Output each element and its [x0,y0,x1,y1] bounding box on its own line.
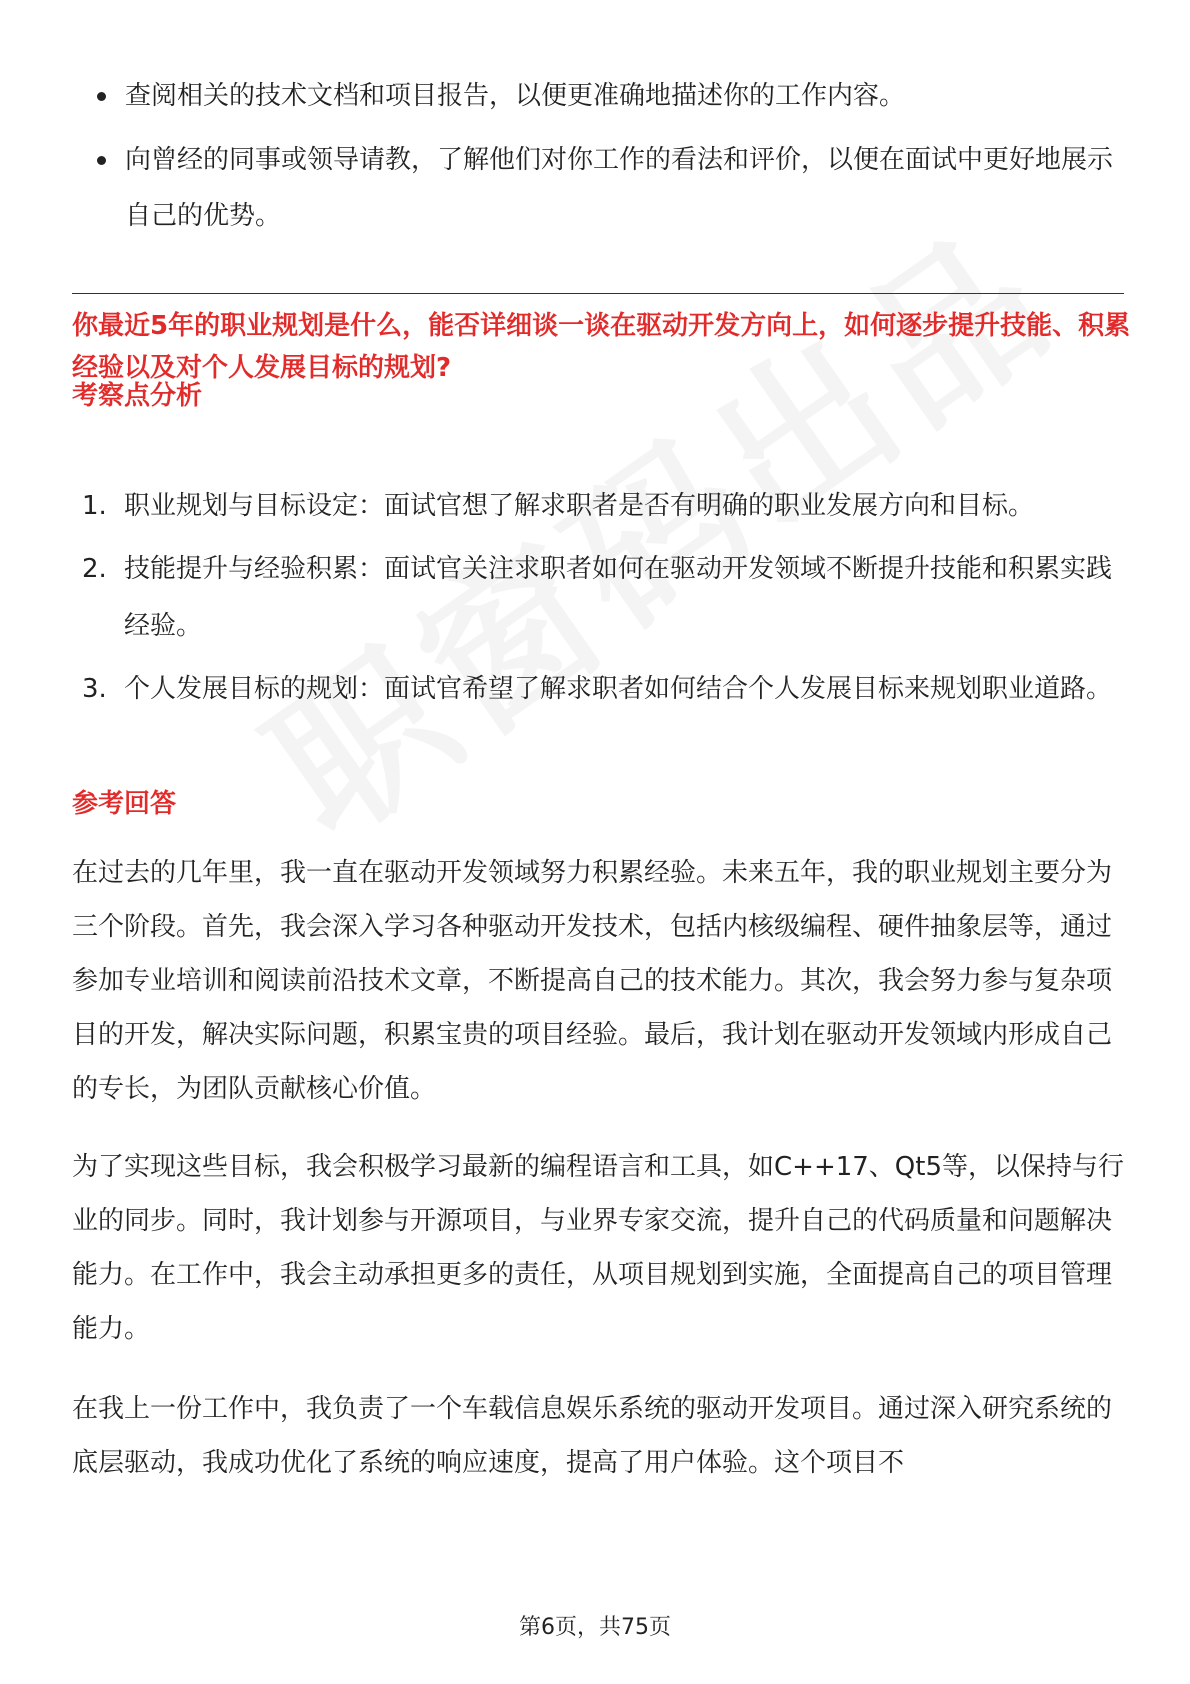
list-text: 职业规划与目标设定：面试官想了解求职者是否有明确的职业发展方向和目标。 [124,491,1035,521]
answer-heading: 参考回答 [72,789,177,819]
page-number: 第6页，共75页 [519,1615,671,1640]
list-item: 查阅相关的技术文档和项目报告，以便更准确地描述你的工作内容。 [95,68,1125,124]
tips-list [95,68,1125,252]
list-text: 技能提升与经验积累：面试官关注求职者如何在驱动开发领域不断提升技能和积累实践经验。 [124,554,1113,641]
list-item [82,541,1132,655]
list-number: 2. [82,554,107,584]
list-item [82,661,1132,718]
list-number: 1. [82,491,107,521]
list-item [82,478,1132,535]
question-title: 你最近5年的职业规划是什么，能否详细谈一谈在驱动开发方向上，如何逐步提升技能、积累经验以及对个人发展目标的规划? [72,311,1131,383]
list-item: 向曾经的同事或领导请教，了解他们对你工作的看法和评价，以便在面试中更好地展示自己的优势。 [95,132,1125,244]
list-number: 3. [82,674,107,704]
answer-paragraph: 为了实现这些目标，我会积极学习最新的编程语言和工具，如C++17、Qt5等，以保持与行业的同步。同时，我计划参与开源项目，与业界专家交流，提升自己的代码质量和问题解决能力。在工作中，我会主动承担更多的责任，从项目规划到实施，全面提高自己的项目管理能力。 [72,1152,1125,1344]
answer-paragraph: 在过去的几年里，我一直在驱动开发领域努力积累经验。未来五年，我的职业规划主要分为三个阶段。首先，我会深入学习各种驱动开发技术，包括内核级编程、硬件抽象层等，通过参加专业培训和阅读前沿技术文章，不断提高自己的技术能力。其次，我会努力参与复杂项目的开发，解决实际问题，积累宝贵的项目经验。最后，我计划在驱动开发领域内形成自己的专长，为团队贡献核心价值。 [72,858,1113,1104]
analysis-heading: 考察点分析 [72,381,203,411]
answer-paragraph: 在我上一份工作中，我负责了一个车载信息娱乐系统的驱动开发项目。通过深入研究系统的底层驱动，我成功优化了系统的响应速度，提高了用户体验。这个项目不 [72,1394,1113,1478]
section-divider [72,293,1124,294]
analysis-list [82,478,1132,724]
list-text: 个人发展目标的规划：面试官希望了解求职者如何结合个人发展目标来规划职业道路。 [124,674,1113,704]
